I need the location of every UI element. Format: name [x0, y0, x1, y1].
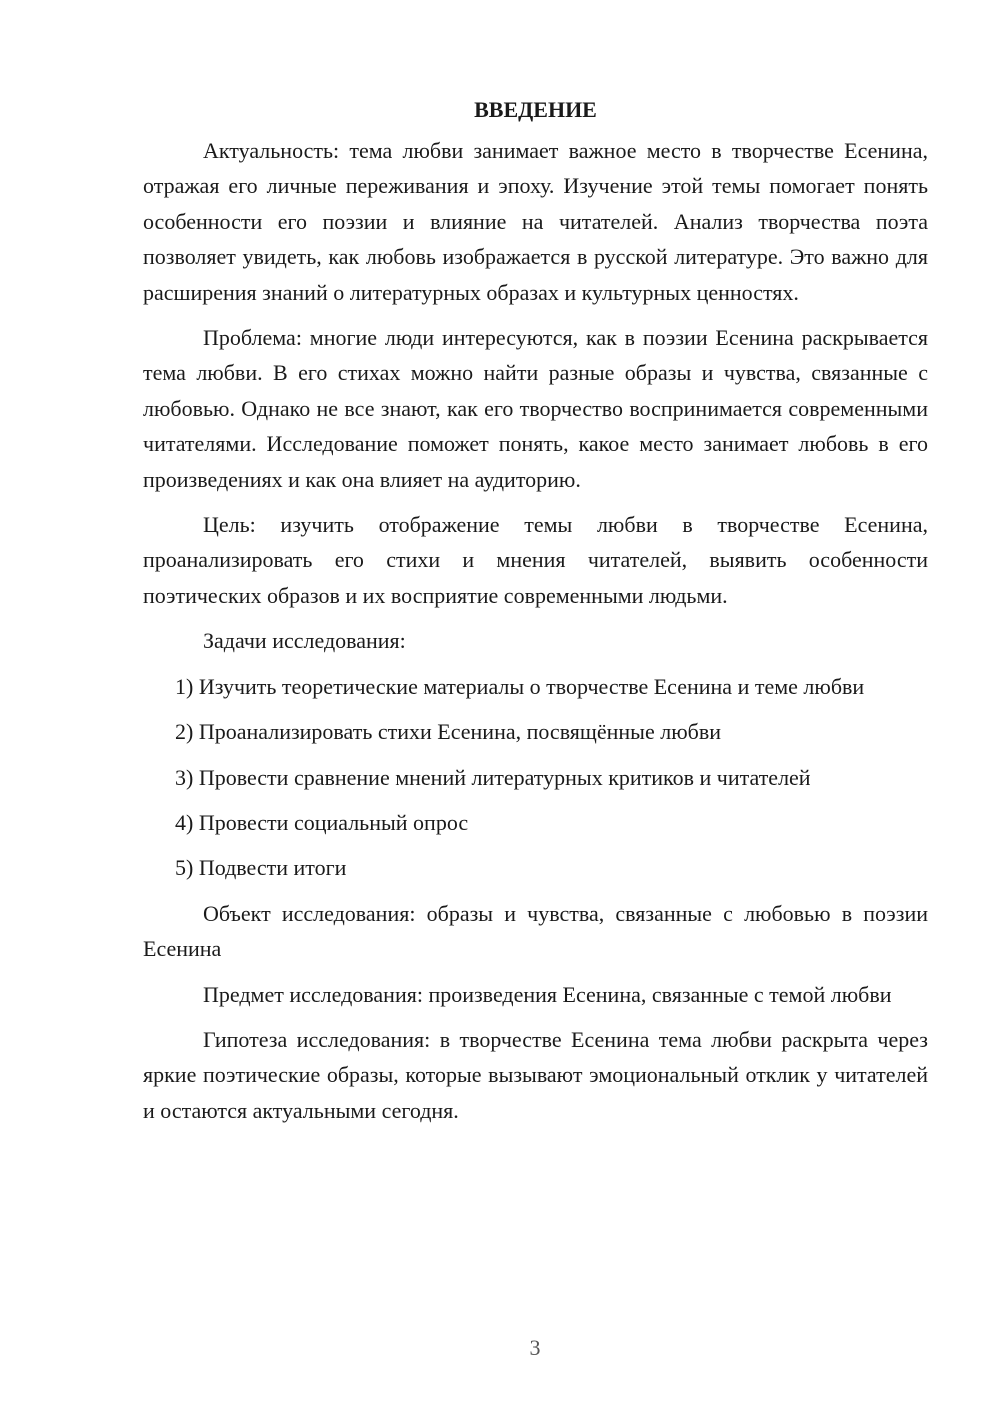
tasks-title: Задачи исследования: [203, 628, 406, 654]
hypothesis-paragraph: Гипотеза исследования: в творчестве Есенина тема любви раскрыта через яркие поэтические образы, которые вызывают эмоциональный отклик у читателей и остаются актуальными сегодня. [143, 1026, 928, 1123]
task-item-5: 5) Подвести итоги [175, 855, 347, 881]
task-item-1: 1) Изучить теоретические материалы о творчестве Есенина и теме любви [175, 673, 865, 699]
relevance-paragraph: Актуальность: тема любви занимает важное место в творчестве Есенина, отражая его личные переживания и эпоху. Изучение этой темы помогает понять особенности его поэзии и влияние на читателей. Анализ творчества поэта позволяет увидеть, как любовь изображается в русской литературе. Это важно для расширения знаний о литературных образах и культурных ценностях. [143, 138, 928, 305]
page-number: 3 [529, 1335, 541, 1360]
goal-paragraph: Цель: изучить отображение темы любви в творчестве Есенина, проанализировать его стихи и мнения читателей, выявить особенности поэтических образов и их восприятие современными людьми. [143, 512, 928, 608]
task-item-3: 3) Провести сравнение мнений литературных критиков и читателей [175, 764, 811, 790]
task-item-2: 2) Проанализировать стихи Есенина, посвящённые любви [175, 719, 721, 745]
object-paragraph: Объект исследования: образы и чувства, связанные с любовью в поэзии Есенина [143, 900, 928, 962]
problem-paragraph: Проблема: многие люди интересуются, как в поэзии Есенина раскрывается тема любви. В его стихах можно найти разные образы и чувства, связанные с любовью. Однако не все знают, как его творчество воспринимается современными читателями. Исследование поможет понять, какое место занимает любовь в его произведениях и как она влияет на аудиторию. [143, 325, 928, 492]
page-content [143, 93, 928, 1128]
subject-paragraph: Предмет исследования: произведения Есенина, связанные с темой любви [203, 981, 892, 1007]
task-item-4: 4) Провести социальный опрос [175, 809, 469, 835]
section-heading: ВВЕДЕНИЕ [474, 97, 597, 122]
